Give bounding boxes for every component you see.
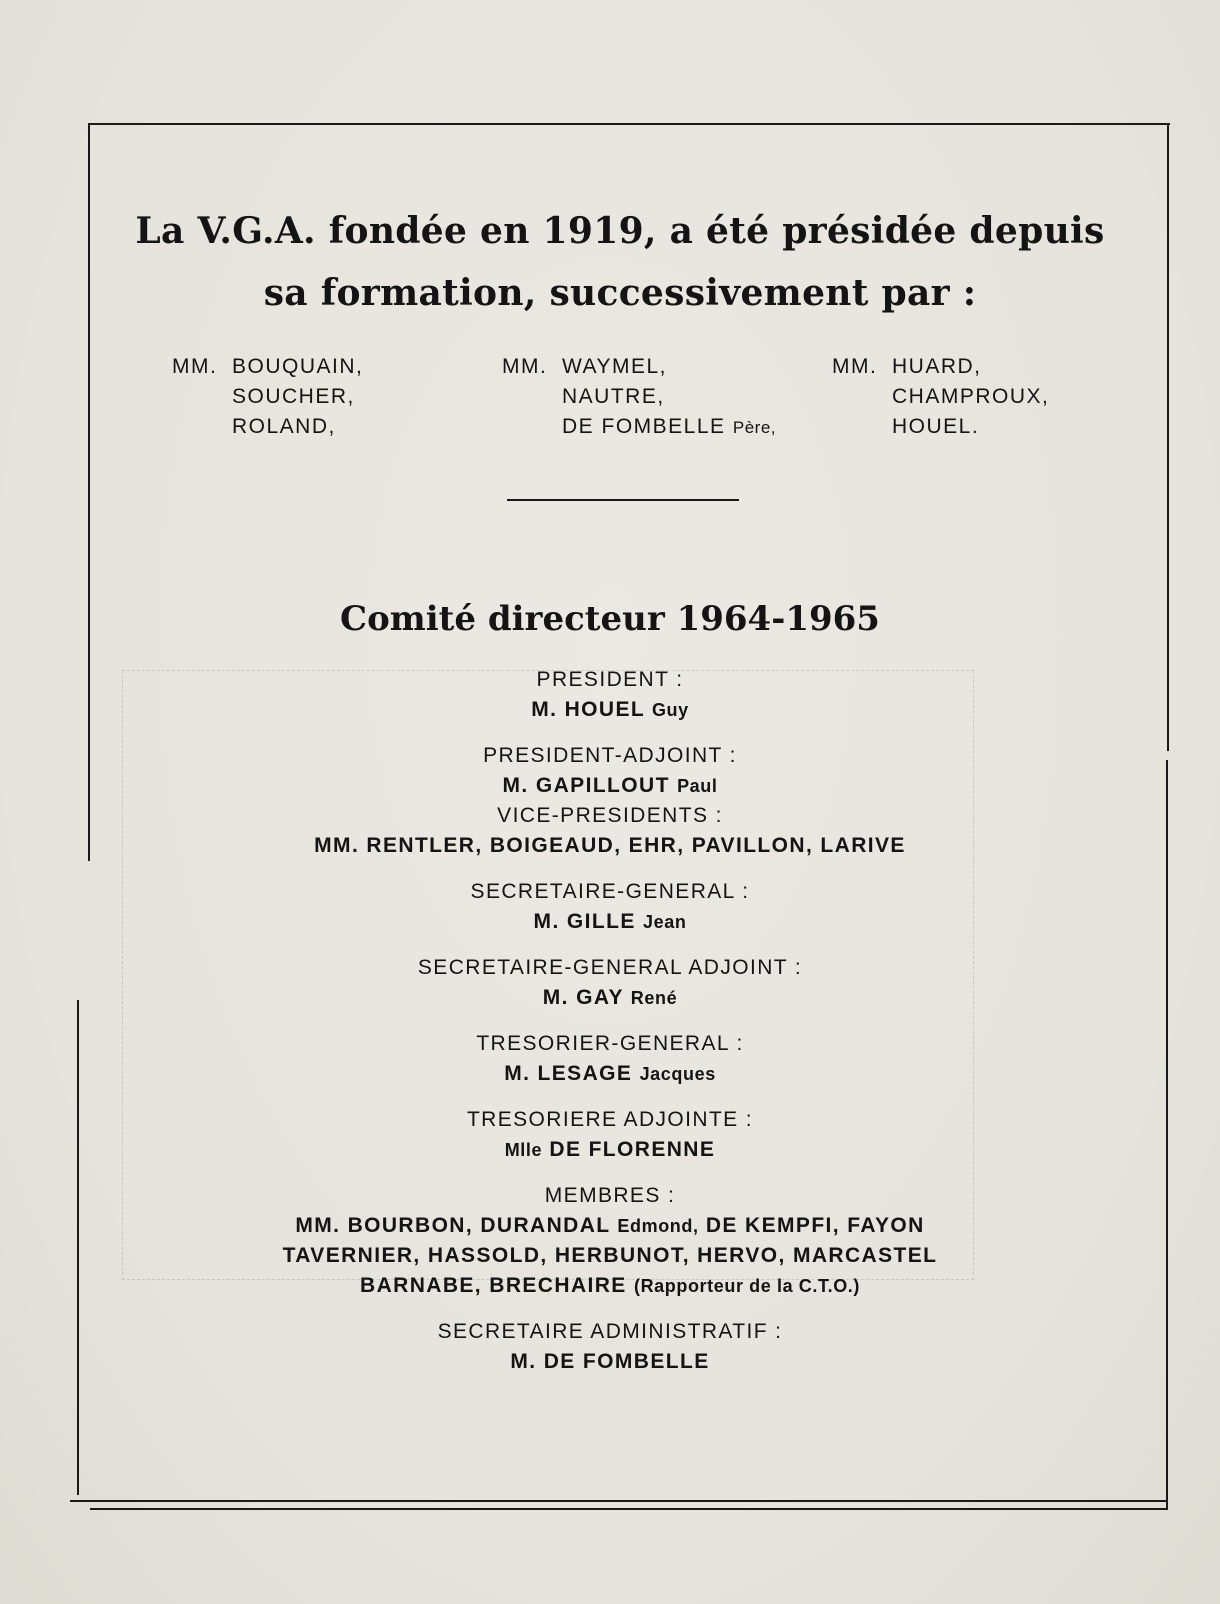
presidents-column-1 [172,352,363,442]
member-name: BARNABE, BRECHAIRE (Rapporteur de la C.T.O.) [360,1274,860,1297]
president-prefix: MM. [502,355,548,378]
role-label: SECRETAIRE-GENERAL ADJOINT : [417,956,803,979]
presidents-column-2 [502,352,776,443]
frame-line-bottom [70,1500,1166,1502]
member-name: M. LESAGE Jacques [504,1062,716,1085]
section-divider [507,499,739,501]
president-name: CHAMPROUX, [892,385,1050,408]
committee-list [110,665,1110,1377]
frame-line-left-lower [77,1000,79,1495]
page-heading [120,200,1120,324]
member-name: M. GILLE Jean [533,910,687,933]
member-name: MM. RENTLER, BOIGEAUD, EHR, PAVILLON, LARIVE [314,834,906,857]
member-name: Mlle DE FLORENNE [504,1138,716,1161]
president-name: HOUEL. [892,415,980,438]
member-name: M. DE FOMBELLE [510,1350,710,1373]
role-label: PRESIDENT : [536,668,684,691]
president-prefix: MM. [832,355,878,378]
member-name: M. GAPILLOUT Paul [502,774,718,797]
member-name: M. HOUEL Guy [531,698,689,721]
role-label: SECRETAIRE ADMINISTRATIF : [437,1320,783,1343]
heading-line-1: La V.G.A. fondée en 1919, a été présidée depuis [135,210,1105,252]
member-name: TAVERNIER, HASSOLD, HERBUNOT, HERVO, MARCASTEL [282,1244,938,1267]
president-name: DE FOMBELLE [562,415,726,438]
role-label: SECRETAIRE-GENERAL : [470,880,750,903]
member-name: MM. BOURBON, DURANDAL Edmond, DE KEMPFI, FAYON [295,1214,925,1237]
heading-line-2: sa formation, successivement par : [263,272,977,314]
president-name: SOUCHER, [232,385,355,408]
president-suffix: Père, [732,418,777,437]
president-name: WAYMEL, [562,355,668,378]
role-label: TRESORIER-GENERAL : [476,1032,744,1055]
frame-line-right [1167,123,1169,751]
role-label: PRESIDENT-ADJOINT : [483,744,737,767]
role-label: TRESORIERE ADJOINTE : [466,1108,754,1131]
frame-line-bottom-inner [90,1508,1168,1510]
president-name: ROLAND, [232,415,336,438]
faint-stamp-mark [722,1518,1012,1552]
frame-line-right-lower [1166,760,1168,1508]
president-prefix: MM. [172,355,218,378]
president-name: BOUQUAIN, [232,355,364,378]
role-label: VICE-PRESIDENTS : [497,804,723,827]
president-name: NAUTRE, [562,385,665,408]
frame-line-top [90,123,1170,125]
member-name: M. GAY René [542,986,678,1009]
presidents-column-3 [832,352,1049,442]
role-label: MEMBRES : [544,1184,676,1207]
frame-line-left [88,123,90,861]
president-name: HUARD, [892,355,982,378]
committee-title: Comité directeur 1964-1965 [340,599,880,639]
